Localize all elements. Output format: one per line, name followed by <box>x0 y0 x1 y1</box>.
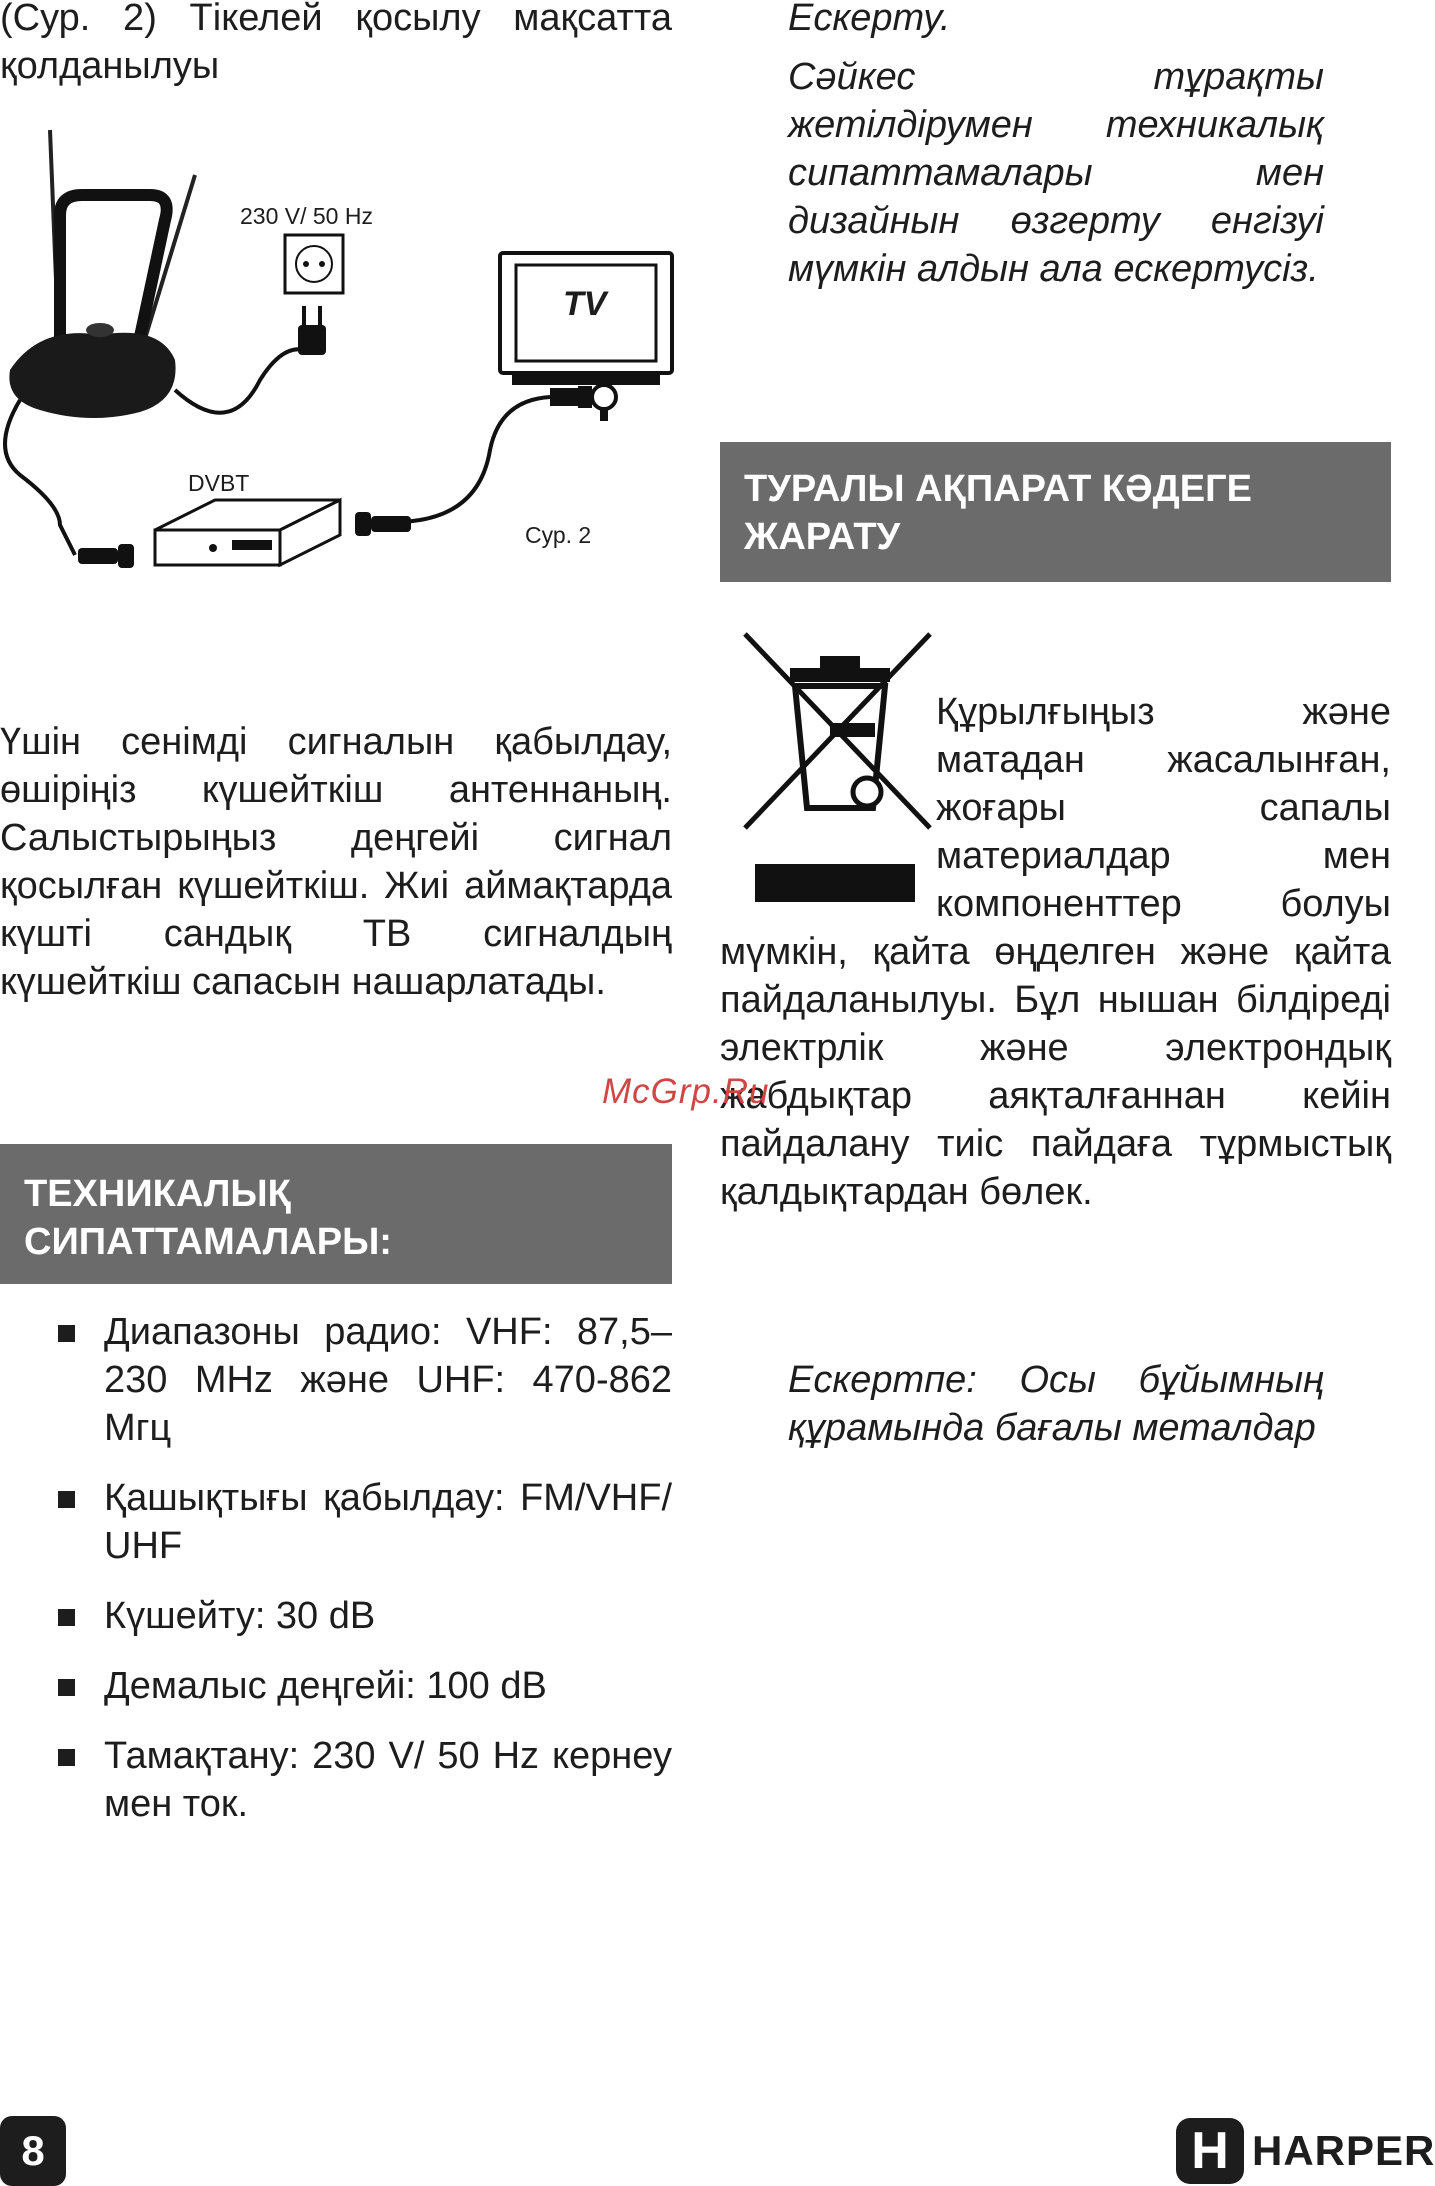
logo-h-icon: H <box>1176 2118 1244 2184</box>
specs-heading-line2: СИПАТТАМАЛАРЫ: <box>24 1221 392 1263</box>
receiver-label: DVBT <box>188 470 250 496</box>
socket-icon <box>285 235 343 293</box>
list-item: Диапазоны радио: VHF: 87,5–230 MHz және UHF: 470-862 Мгц <box>0 1308 672 1452</box>
page-number: 8 <box>0 2116 66 2186</box>
note-title: Ескерту. <box>788 0 951 39</box>
diagram-svg <box>0 120 700 590</box>
list-item: Демалыс деңгейі: 100 dB <box>0 1662 672 1710</box>
power-label: 230 V/ 50 Hz <box>240 203 373 229</box>
cable-connector-left <box>78 544 134 568</box>
receiver-icon <box>155 500 340 565</box>
specs-heading-line1: ТЕХНИКАЛЫҚ <box>24 1173 291 1215</box>
connection-diagram <box>0 120 700 590</box>
list-item: Қашықтығы қабылдау: FM/VHF/ UHF <box>0 1474 672 1570</box>
icon-spacer <box>720 688 936 928</box>
disposal-text: Құрылғыңыз және матадан жасалынған, жоғары сапалы материалдар мен компоненттер болуы мүмкін, қайта өңделген және қайта пайдаланылуы. Бұл нышан білдіреді электрлік және электрондық жабдықтар аяқталғаннан кейін пайдалану тиіс пайдаға тұрмыстық қалдықтардан бөлек. <box>720 688 1391 1216</box>
tv-connector <box>550 385 616 421</box>
disposal-heading-line1: ТУРАЛЫ АҚПАРАТ КӘДЕГЕ <box>744 468 1252 510</box>
disposal-heading <box>720 442 1391 582</box>
signal-paragraph: Үшін сенімді сигналын қабылдау, өшіріңіз күшейткіш антеннаның. Салыстырыңыз деңгейі сигнал қосылған күшейткіш. Жиі аймақтарда күшті сандық ТВ сигналдың күшейткіш сапасын нашарлатады. <box>0 721 672 1003</box>
bullet-square-icon <box>58 1679 75 1696</box>
plug-icon <box>298 306 326 355</box>
bullet-square-icon <box>58 1491 75 1508</box>
figure-intro: (Сур. 2) Тікелей қосылу мақсатта қолданылуы <box>0 0 672 87</box>
list-item: Тамақтану: 230 V/ 50 Hz кернеу мен ток. <box>0 1732 672 1828</box>
note-text: Сәйкес тұрақты жетілдірумен техникалық сипаттамалары мен дизайнын өзгерту енгізуі мүмкін алдын ала ескертусіз. <box>788 56 1324 290</box>
specs-list <box>0 1308 672 1850</box>
list-item: Күшейту: 30 dB <box>0 1592 672 1640</box>
cable-connector-right <box>355 512 411 536</box>
bullet-square-icon <box>58 1749 75 1766</box>
watermark: McGrp.Ru <box>602 1072 770 1111</box>
tv-label: TV <box>563 285 607 323</box>
antenna-icon <box>9 130 195 418</box>
bullet-square-icon <box>58 1609 75 1626</box>
bullet-square-icon <box>58 1325 75 1342</box>
specs-heading <box>0 1144 672 1284</box>
brand-name: HARPER <box>1252 2127 1435 2174</box>
footnote: Ескертпе: Осы бұйымның құрамында бағалы металдар <box>788 1359 1324 1449</box>
figure-caption: Сур. 2 <box>525 522 592 548</box>
disposal-heading-line2: ЖАРАТУ <box>744 516 901 558</box>
brand-logo <box>1176 2118 1435 2184</box>
